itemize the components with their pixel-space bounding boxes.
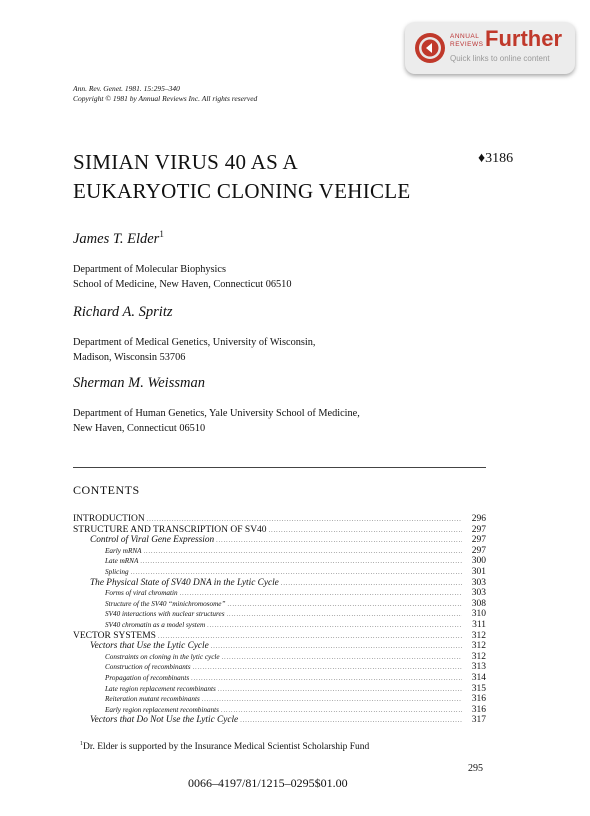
stock-number: ♦3186 [478,151,514,166]
section-divider [73,467,486,468]
page-number: 295 [468,763,483,774]
toc-entry-page: 301 [471,566,486,577]
annual-reviews-further-badge[interactable] [405,22,575,74]
toc-entry-label: Structure of the SV40 “minichromosome” [105,599,226,608]
toc-leader-dots [227,612,462,618]
toc-entry [73,609,486,620]
toc-entry-page: 317 [471,715,486,726]
toc-entry-label: Forms of viral chromatin [105,589,178,598]
title-line-2: EUKARYOTIC CLONING VEHICLE [73,179,411,203]
price-code: 0066–4197/81/1215–0295$01.00 [188,776,348,790]
toc-entry-page: 312 [471,630,486,641]
toc-leader-dots [216,538,462,544]
toc-entry [73,567,486,578]
toc-entry-page: 296 [471,514,486,524]
toc-entry-page: 315 [471,683,486,694]
toc-entry-label: Propagation of recombinants [105,673,190,682]
toc-leader-dots [158,634,462,640]
toc-leader-dots [281,581,462,587]
toc-entry-page: 314 [471,672,486,683]
toc-leader-dots [193,665,462,671]
toc-entry-page: 316 [471,704,486,715]
toc-entry-page: 303 [471,588,486,599]
toc-leader-dots [144,549,462,555]
toc-entry [73,525,486,536]
toc-entry-label: Late mRNA [105,557,139,566]
toc-leader-dots [147,517,462,523]
toc-entry [73,556,486,567]
toc-entry-label: Early mRNA [105,546,142,555]
author-affiliation: Department of Medical Genetics, University of Wisconsin, Madison, Wisconsin 53706 [73,337,316,363]
copyright-notice: Copyright © 1981 by Annual Reviews Inc. All rights reserved [73,94,258,103]
toc-leader-dots [227,602,462,608]
toc-entry [73,684,486,695]
title-line-1: SIMIAN VIRUS 40 AS A [73,150,298,174]
toc-entry-label: Late region replacement recombinants [105,684,216,693]
toc-entry [73,599,486,610]
author-affiliation: Department of Human Genetics, Yale University School of Medicine, New Haven, Connecticut 06510 [73,408,360,434]
toc-entry-label: Vectors that Use the Lytic Cycle [90,641,209,652]
toc-entry-label: The Physical State of SV40 DNA in the Lytic Cycle [90,577,279,588]
toc-entry [73,535,486,546]
toc-entry-page: 312 [471,651,486,662]
toc-leader-dots [218,687,462,693]
toc-entry [73,620,486,631]
toc-leader-dots [191,676,462,682]
toc-entry-label: SV40 interactions with nuclear structures [105,610,225,619]
author-affiliation: Department of Molecular Biophysics School of Medicine, New Haven, Connecticut 06510 [73,264,292,290]
toc-entry-page: 297 [471,535,486,546]
toc-entry-label: Control of Viral Gene Expression [90,535,215,546]
author-name: James T. Elder$^1$ [73,229,164,247]
author-name: Sherman M. Weissman [73,375,205,391]
toc-entry [73,715,486,726]
toc-entry [73,652,486,663]
journal-citation: Ann. Rev. Genet. 1981. 15:295–340 [73,84,180,93]
footnote: $^1$Dr. Elder is supported by the Insurance Medical Scientist Scholarship Fund [80,741,370,753]
contents-heading: CONTENTS [73,483,140,497]
toc-entry [73,578,486,589]
badge-subtitle: Quick links to online content [450,54,550,63]
toc-leader-dots [180,591,462,597]
toc-entry [73,641,486,652]
toc-entry-label: INTRODUCTION [73,514,145,524]
toc-entry-page: 311 [472,619,486,630]
toc-leader-dots [211,644,462,650]
toc-leader-dots [207,623,462,629]
badge-publisher-label: ANNUAL REVIEWS [450,33,484,48]
toc-entry-label: SV40 chromatin as a model system [105,620,206,629]
toc-entry-page: 297 [471,524,486,535]
toc-entry [73,514,486,525]
toc-entry [73,546,486,557]
toc-entry-page: 308 [471,598,486,609]
toc-entry [73,662,486,673]
toc-entry [73,673,486,684]
toc-entry-label: Construction of recombinants [105,663,191,672]
toc-entry-label: Splicing [105,567,129,576]
toc-entry-label: Constraints on cloning in the lytic cycle [105,652,220,661]
toc-entry-label: VECTOR SYSTEMS [73,630,156,641]
table-of-contents [73,514,486,726]
toc-entry-label: STRUCTURE AND TRANSCRIPTION OF SV40 [73,524,267,535]
toc-leader-dots [131,570,462,576]
toc-entry-label: Reiteration mutant recombinants [105,695,200,704]
badge-further-label: Further [485,26,562,51]
author-name: Richard A. Spritz [73,304,173,320]
further-logo-icon [414,32,446,64]
article-title [73,148,411,206]
toc-entry-page: 300 [471,556,486,567]
toc-entry-page: 312 [471,641,486,652]
toc-leader-dots [240,718,462,724]
toc-entry-page: 297 [471,545,486,556]
citation-block [73,84,257,104]
toc-entry [73,588,486,599]
toc-leader-dots [221,708,462,714]
toc-entry [73,705,486,716]
toc-leader-dots [140,559,462,565]
toc-entry-page: 303 [471,577,486,588]
toc-leader-dots [269,528,462,534]
toc-leader-dots [202,697,462,703]
toc-entry-label: Early region replacement recombinants [105,705,219,714]
toc-entry-page: 310 [471,609,486,620]
toc-entry [73,694,486,705]
toc-entry-page: 316 [471,694,486,705]
toc-entry [73,631,486,642]
toc-entry-label: Vectors that Do Not Use the Lytic Cycle [90,715,239,726]
toc-leader-dots [222,655,462,661]
toc-entry-page: 313 [471,662,486,673]
